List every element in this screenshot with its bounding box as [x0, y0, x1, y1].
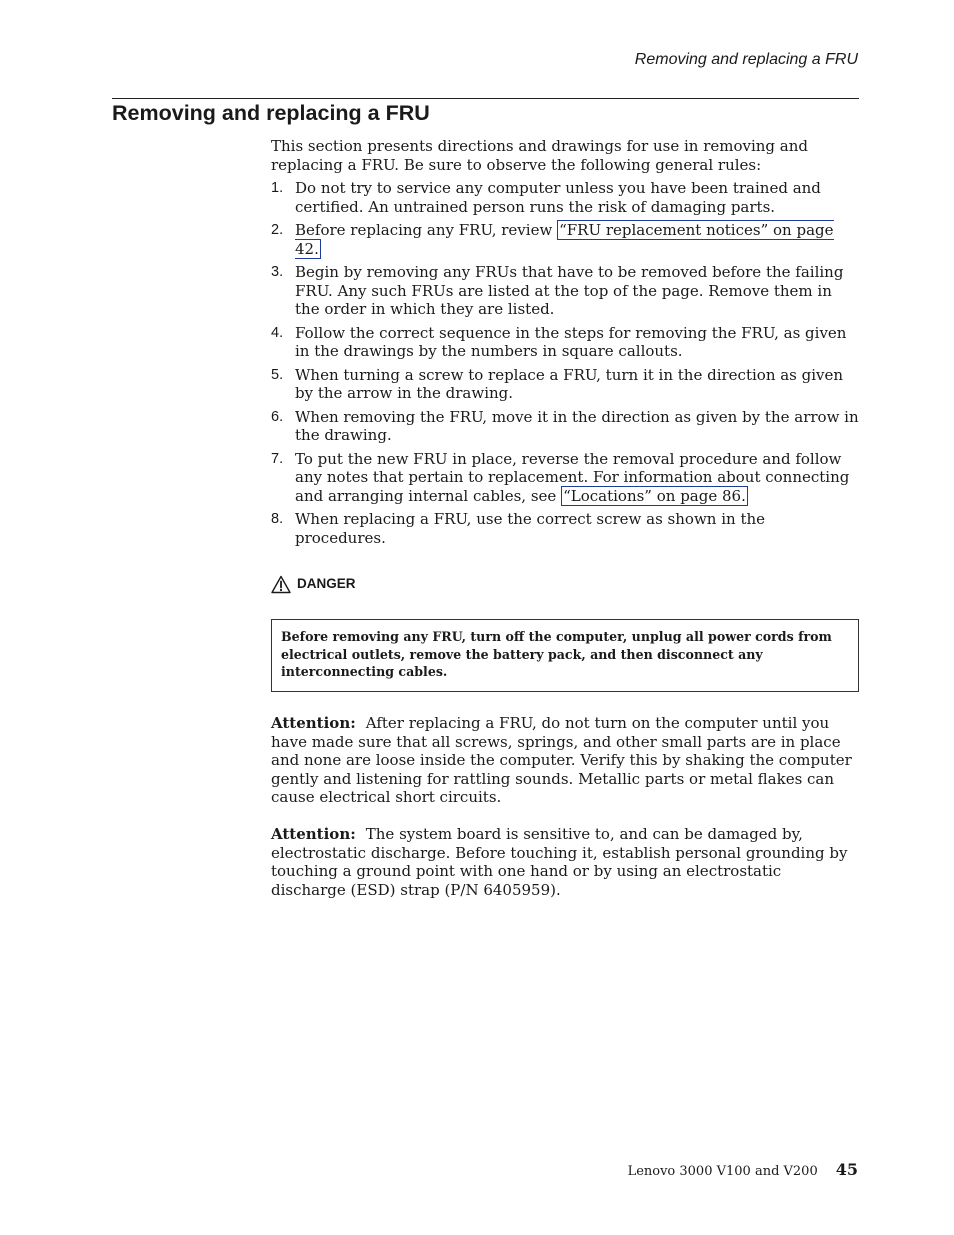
- attention-paragraph: [271, 714, 859, 807]
- list-number: 2.: [271, 222, 284, 239]
- danger-notice-box: [271, 619, 859, 692]
- list-number: 3.: [271, 264, 284, 281]
- locations-link[interactable]: “Locations” on page 86.: [563, 486, 746, 505]
- list-item-text: To put the new FRU in place, reverse the removal procedure and follow any notes that pertain to replacement. For information about connecting and arranging internal cables, see: [295, 449, 850, 505]
- list-item: [271, 408, 859, 445]
- attention-label: Attention:: [271, 714, 356, 733]
- list-item: [271, 263, 859, 319]
- danger-label: DANGER: [297, 576, 356, 592]
- fru-notices-link[interactable]: “FRU replacement notices” on page 42.: [295, 221, 834, 258]
- list-number: 4.: [271, 324, 284, 341]
- page-number: 45: [835, 1160, 858, 1179]
- list-item-text: When turning a screw to replace a FRU, turn it in the direction as given by the arrow in the drawing.: [295, 365, 844, 403]
- list-item-text: When removing the FRU, move it in the direction as given by the arrow in the drawing.: [295, 407, 859, 445]
- list-item-text: When replacing a FRU, use the correct screw as shown in the procedures.: [295, 510, 766, 547]
- attention-label: Attention:: [271, 825, 356, 844]
- attention-text: The system board is sensitive to, and can be damaged by, electrostatic discharge. Before touching it, establish personal grounding by touching a ground point with one hand or by using an electrostatic discharge (ESD) strap (P/N 6405959).: [271, 825, 848, 899]
- attention-text: After replacing a FRU, do not turn on the computer until you have made sure that all screws, springs, and other small parts are in place and none are loose inside the computer. Verify this by shaking the computer gently and listening for rattling sounds. Metallic parts or metal flakes can cause electrical short circuits.: [271, 714, 852, 807]
- danger-heading: [271, 573, 859, 595]
- body-column: [271, 137, 859, 899]
- danger-text: Before removing any FRU, turn off the computer, unplug all power cords from electrical outlets, remove the battery pack, and then disconnect any interconnecting cables.: [281, 629, 832, 679]
- running-header: Removing and replacing a FRU: [634, 51, 858, 68]
- rules-list: [271, 179, 859, 547]
- list-item: [271, 510, 859, 547]
- list-number: 8.: [271, 511, 284, 528]
- list-item-text: Begin by removing any FRUs that have to be removed before the failing FRU. Any such FRUs are listed at the top of the page. Remove them in the order in which they are listed.: [295, 263, 844, 319]
- footer-product: Lenovo 3000 V100 and V200: [627, 1164, 818, 1179]
- list-item: [271, 450, 859, 506]
- page-footer: [628, 1160, 858, 1179]
- header-rule: [112, 98, 859, 99]
- list-item-text: Before replacing any FRU, review: [295, 221, 558, 240]
- intro-paragraph: This section presents directions and drawings for use in removing and replacing a FRU. Be sure to observe the following general rules:: [271, 137, 809, 174]
- list-item: [271, 366, 859, 403]
- list-item-text: Do not try to service any computer unless you have been trained and certified. An untrained person runs the risk of damaging parts.: [295, 179, 821, 216]
- list-number: 7.: [271, 450, 284, 467]
- list-number: 1.: [271, 180, 284, 197]
- list-item: [271, 324, 859, 361]
- attention-paragraph: [271, 825, 859, 899]
- warning-triangle-icon: [271, 575, 291, 594]
- list-item: [271, 179, 859, 216]
- section-title: Removing and replacing a FRU: [112, 101, 430, 125]
- list-number: 6.: [271, 408, 284, 425]
- list-number: 5.: [271, 366, 284, 383]
- list-item-text: Follow the correct sequence in the steps for removing the FRU, as given in the drawings by the numbers in square callouts.: [295, 323, 847, 361]
- list-item: [271, 221, 859, 258]
